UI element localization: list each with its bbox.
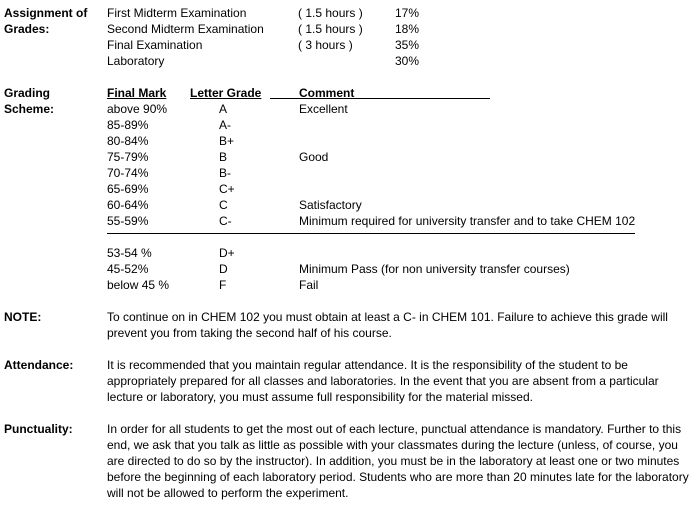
grade-comment: Fail xyxy=(299,278,319,292)
attendance-text: It is recommended that you maintain regular attendance. It is the responsibility of the student to be appropriately prepared for all classes and laboratories. In the event that you are absent from a particular lecture or laboratory, you must assume full responsibility for the material missed. xyxy=(107,358,659,404)
assignment-label-line1: Assignment of xyxy=(4,6,88,20)
note-text: To continue on in CHEM 102 you must obtain at least a C- in CHEM 101. Failure to achieve this grade will prevent you from taking the second half of his course. xyxy=(107,310,668,340)
grade-comment: Good xyxy=(299,150,329,164)
grade-mark: 65-69% xyxy=(107,182,149,196)
header-letter-grade: Letter Grade xyxy=(190,86,262,100)
grade-comment: Excellent xyxy=(299,102,348,116)
assignment-percent: 30% xyxy=(395,54,420,68)
grade-letter: A xyxy=(219,102,228,116)
grade-mark: below 45 % xyxy=(107,278,170,292)
grade-mark: 70-74% xyxy=(107,166,149,180)
assignment-item: Laboratory xyxy=(107,54,165,68)
grade-mark: 75-79% xyxy=(107,150,149,164)
punctuality-label: Punctuality: xyxy=(4,422,73,436)
assignment-duration: ( 1.5 hours ) xyxy=(298,6,363,20)
grade-mark: 55-59% xyxy=(107,214,149,228)
grade-mark: 45-52% xyxy=(107,262,149,276)
grade-letter: F xyxy=(219,278,227,292)
grade-letter: A- xyxy=(219,118,231,132)
grade-mark: 60-64% xyxy=(107,198,149,212)
attendance-label: Attendance: xyxy=(4,358,74,372)
assignment-item: First Midterm Examination xyxy=(107,6,247,20)
grade-letter: D xyxy=(219,262,228,276)
grading-label-line1: Grading xyxy=(4,86,51,100)
grade-mark: 53-54 % xyxy=(107,246,152,260)
grade-mark: 80-84% xyxy=(107,134,149,148)
grade-letter: B+ xyxy=(219,134,235,148)
grade-letter: B xyxy=(219,150,228,164)
grade-letter: B- xyxy=(219,166,231,180)
grade-letter: C- xyxy=(219,214,232,228)
note-label: NOTE: xyxy=(4,310,42,324)
header-comment: Comment xyxy=(299,86,355,100)
grade-comment: Satisfactory xyxy=(299,198,362,212)
grade-mark: 85-89% xyxy=(107,118,149,132)
assignment-item: Second Midterm Examination xyxy=(107,22,264,36)
grade-letter: D+ xyxy=(219,246,235,260)
assignment-percent: 17% xyxy=(395,6,420,20)
assignment-duration: ( 3 hours ) xyxy=(298,38,353,52)
grade-mark: above 90% xyxy=(107,102,168,116)
grade-comment: Minimum required for university transfer and to take CHEM 102 xyxy=(299,214,636,228)
grade-letter: C xyxy=(219,198,228,212)
assignment-percent: 18% xyxy=(395,22,420,36)
grading-label-line2: Scheme: xyxy=(4,102,55,116)
punctuality-text: In order for all students to get the most out of each lecture, punctual attendance is mandatory. Further to this end, we ask that you talk as little as possible with your classmates during the lecture (unless, of course, you are directed to do so by the instructor). In addition, you must be in the laboratory at least one or two minutes before the beginning of each laboratory period. Students who are more than 20 minutes late for the laboratory will not be allowed to perform the experiment. xyxy=(107,422,689,500)
grade-comment: Minimum Pass (for non university transfer courses) xyxy=(299,262,570,276)
grade-letter: C+ xyxy=(219,182,235,196)
header-final-mark: Final Mark xyxy=(107,86,167,100)
assignment-percent: 35% xyxy=(395,38,420,52)
assignment-duration: ( 1.5 hours ) xyxy=(298,22,363,36)
assignment-item: Final Examination xyxy=(107,38,203,52)
assignment-label-line2: Grades: xyxy=(4,22,50,36)
header-underline xyxy=(270,98,490,99)
grade-divider xyxy=(107,233,635,234)
